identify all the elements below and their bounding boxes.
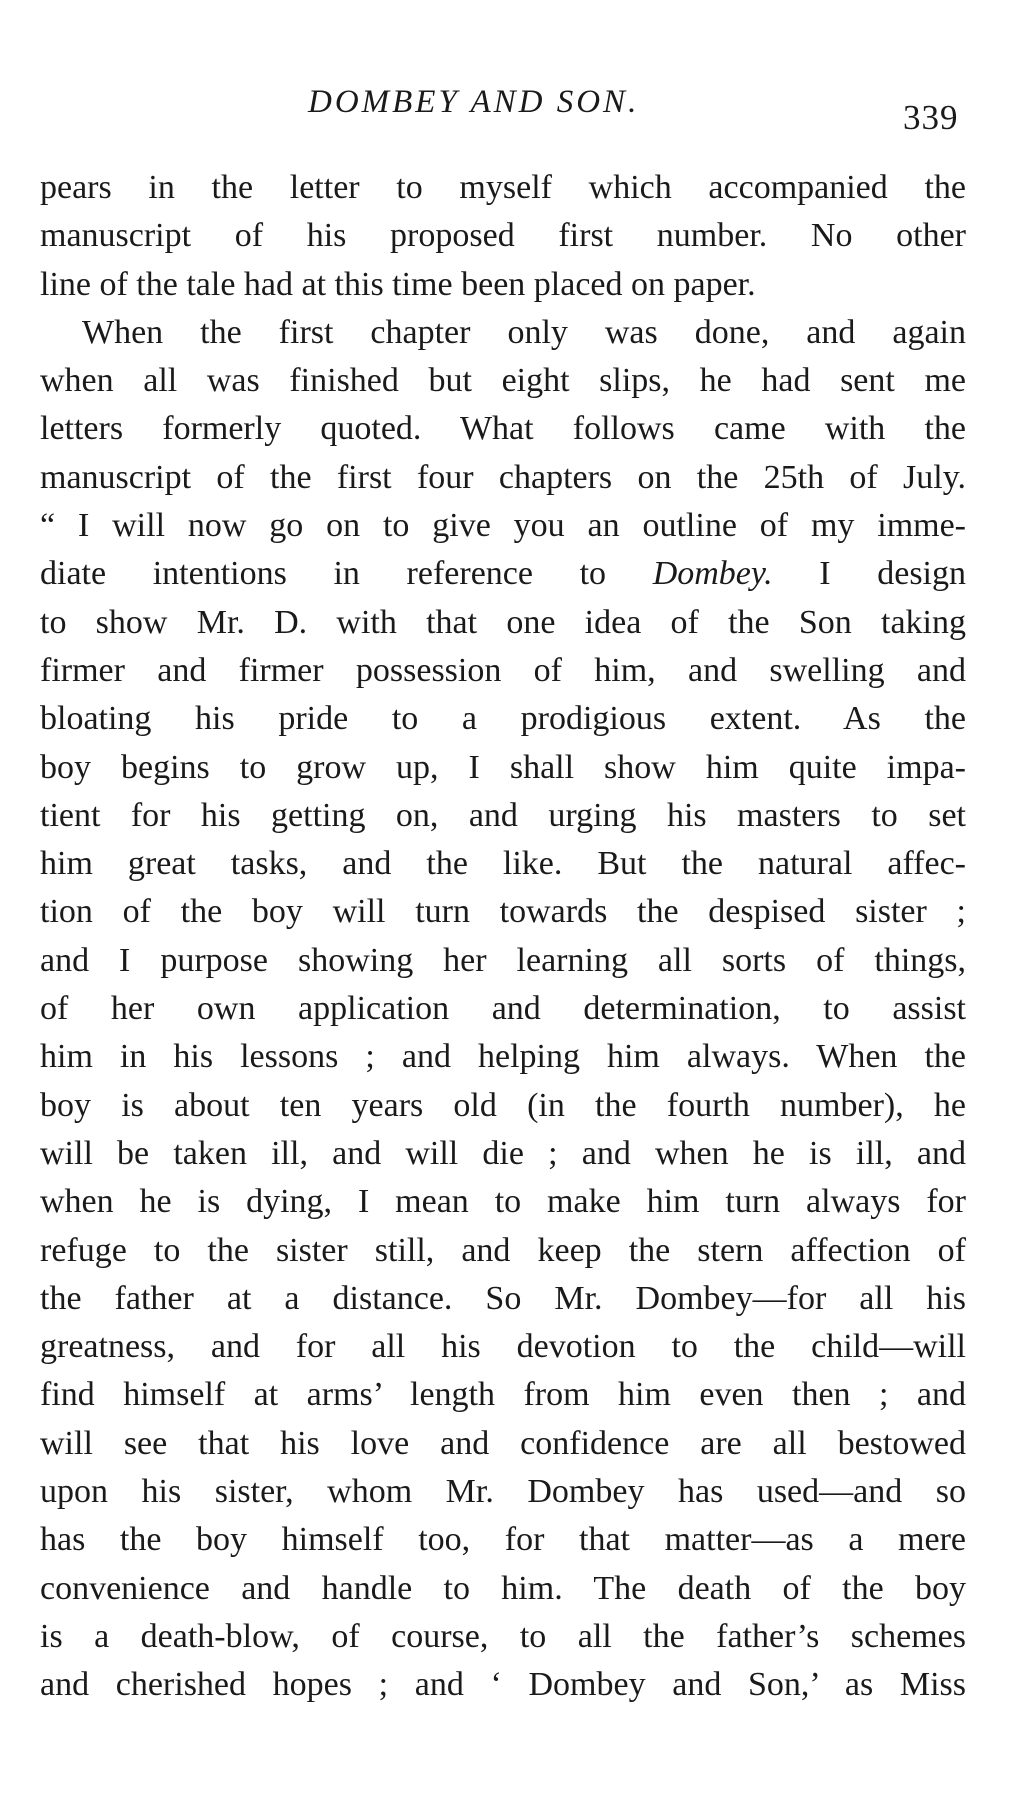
text-line: bloating his pride to a prodigious extent. As the	[40, 700, 966, 738]
text-line: and cherished hopes ; and ‘ Dombey and Son,’ as Miss	[40, 1666, 966, 1704]
running-title: DOMBEY AND SON.	[308, 84, 640, 120]
text-line: manuscript of the first four chapters on the 25th of July.	[40, 458, 966, 496]
text-line: when all was finished but eight slips, he had sent me	[40, 362, 966, 400]
text-line: boy begins to grow up, I shall show him quite impa-	[40, 748, 966, 786]
text-line: convenience and handle to him. The death of the boy	[40, 1569, 966, 1607]
text-line: is a death-blow, of course, to all the father’s schemes	[40, 1617, 966, 1655]
text-line: pears in the letter to myself which accompanied the	[40, 169, 966, 206]
text-line: him in his lessons ; and helping him always. When the	[40, 1038, 966, 1076]
body-text	[40, 164, 966, 1710]
text-line-with-italic	[40, 550, 966, 598]
text-line: find himself at arms’ length from him even then ; and	[40, 1376, 966, 1414]
text-line: when he is dying, I mean to make him turn always for	[40, 1183, 966, 1221]
text-line: letters formerly quoted. What follows came with the	[40, 410, 966, 448]
text-line: will see that his love and confidence are all bestowed	[40, 1424, 966, 1462]
line-segment: diate intentions in reference to	[40, 555, 653, 593]
book-title-italic: Dombey.	[652, 555, 773, 593]
text-line: firmer and firmer possession of him, and swelling and	[40, 651, 966, 689]
text-line: line of the tale had at this time been placed on paper.	[40, 265, 756, 303]
text-line: to show Mr. D. with that one idea of the Son taking	[40, 603, 966, 641]
text-line: tient for his getting on, and urging his masters to set	[40, 796, 966, 834]
text-line: him great tasks, and the like. But the natural affec-	[40, 845, 966, 883]
line-segment: I design	[772, 555, 966, 593]
text-line: manuscript of his proposed first number. No other	[40, 217, 966, 255]
text-line: tion of the boy will turn towards the despised sister ;	[40, 893, 966, 931]
text-line: the father at a distance. So Mr. Dombey—for all his	[40, 1279, 966, 1317]
text-line: refuge to the sister still, and keep the stern affection of	[40, 1231, 966, 1269]
text-line: will be taken ill, and will die ; and when he is ill, and	[40, 1134, 966, 1172]
page-number: 339	[903, 98, 959, 137]
text-line: upon his sister, whom Mr. Dombey has used—and so	[40, 1473, 966, 1511]
running-head	[0, 84, 1034, 137]
text-line: greatness, and for all his devotion to the child—will	[40, 1328, 966, 1366]
text-line: “ I will now go on to give you an outline of my imme-	[40, 507, 966, 545]
text-line: boy is about ten years old (in the fourth number), he	[40, 1086, 966, 1124]
text-line: and I purpose showing her learning all sorts of things,	[40, 941, 966, 979]
text-line: has the boy himself too, for that matter—as a mere	[40, 1521, 966, 1559]
text-line: of her own application and determination, to assist	[40, 990, 966, 1028]
paragraph-start-line: When the first chapter only was done, and again	[82, 313, 966, 351]
